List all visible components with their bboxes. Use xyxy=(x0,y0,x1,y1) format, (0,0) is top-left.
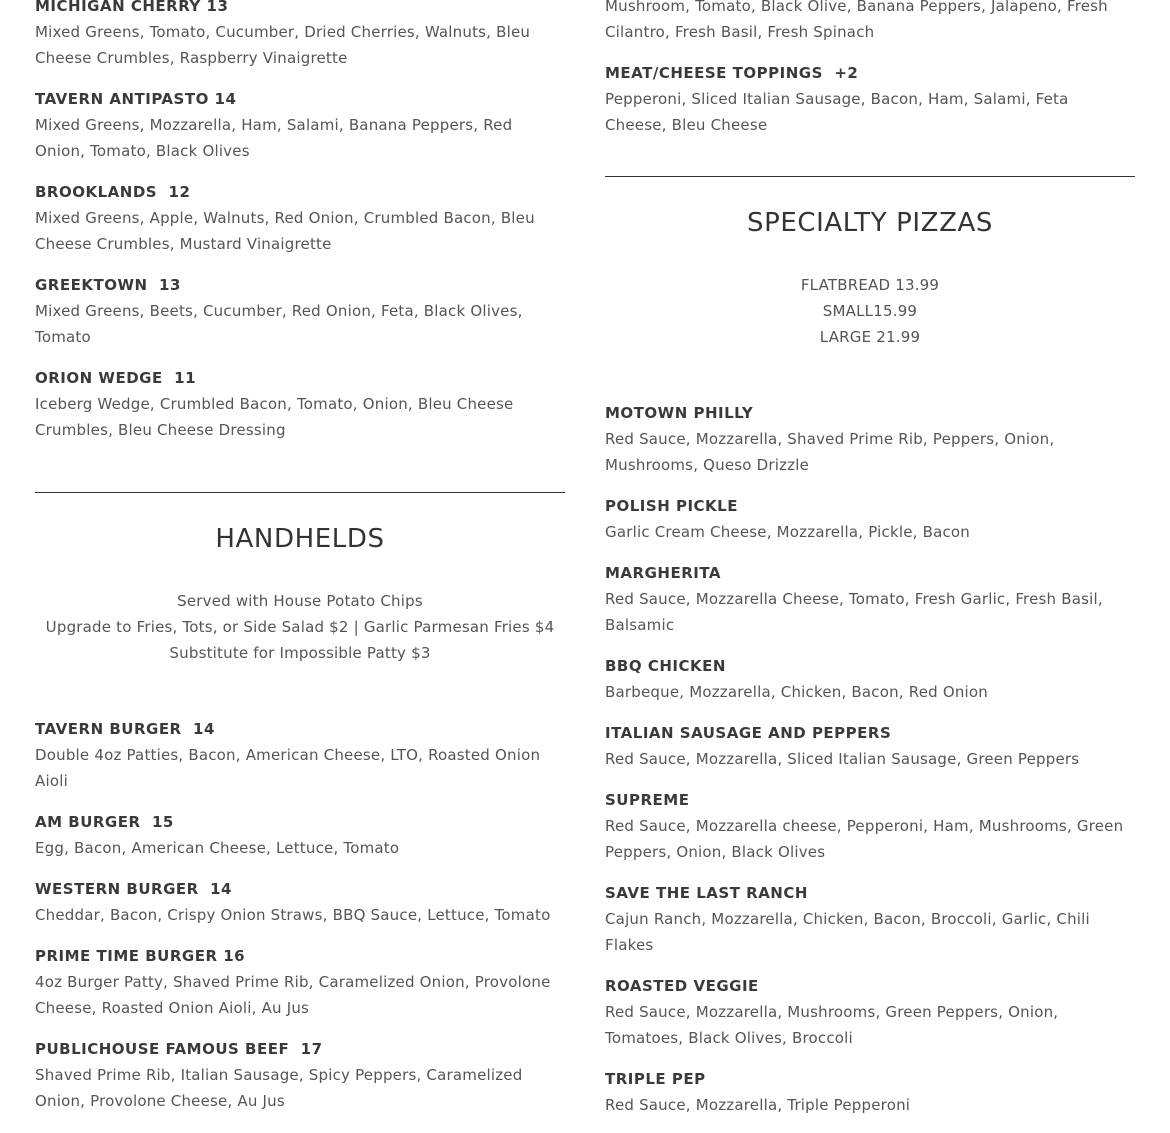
item-description: Barbeque, Mozzarella, Chicken, Bacon, Red Onion xyxy=(605,683,988,701)
item-name: PUBLICHOUSE FAMOUS BEEF 17 xyxy=(35,1040,323,1058)
item-description: Red Sauce, Mozzarella cheese, Pepperoni, Ham, Mushrooms, Green Peppers, Onion, Black Olives xyxy=(605,817,1124,861)
menu-item xyxy=(35,943,565,1021)
item-description: Iceberg Wedge, Crumbled Bacon, Tomato, Onion, Bleu Cheese Crumbles, Bleu Cheese Dressing xyxy=(35,395,514,439)
item-description: Mushroom, Tomato, Black Olive, Banana Peppers, Jalapeno, Fresh Cilantro, Fresh Basil, Fresh Spinach xyxy=(605,0,1108,41)
item-description: Mixed Greens, Mozzarella, Ham, Salami, Banana Peppers, Red Onion, Tomato, Black Olives xyxy=(35,116,513,160)
item-description: Red Sauce, Mozzarella, Triple Pepperoni xyxy=(605,1096,911,1114)
item-description: Shaved Prime Rib, Italian Sausage, Spicy Peppers, Caramelized Onion, Provolone Cheese, Au Jus xyxy=(35,1066,523,1110)
item-name: ITALIAN SAUSAGE AND PEPPERS xyxy=(605,724,892,742)
menu-item xyxy=(605,1066,1135,1118)
menu-item xyxy=(35,86,565,164)
item-name: TAVERN BURGER 14 xyxy=(35,720,215,738)
menu-item xyxy=(605,787,1135,865)
item-description: Cajun Ranch, Mozzarella, Chicken, Bacon, Broccoli, Garlic, Chili Flakes xyxy=(605,910,1090,954)
item-name: BBQ CHICKEN xyxy=(605,657,726,675)
left-column xyxy=(35,0,565,1129)
item-name: ROASTED VEGGIE xyxy=(605,977,759,995)
menu-item xyxy=(605,60,1135,138)
salads-list xyxy=(35,0,565,443)
item-name: MARGHERITA xyxy=(605,564,722,582)
item-description: Double 4oz Patties, Bacon, American Cheese, LTO, Roasted Onion Aioli xyxy=(35,746,541,790)
menu-item xyxy=(605,493,1135,545)
section-divider xyxy=(35,492,565,493)
menu-item xyxy=(35,716,565,794)
item-name: WESTERN BURGER 14 xyxy=(35,880,232,898)
item-description: Mixed Greens, Tomato, Cucumber, Dried Cherries, Walnuts, Bleu Cheese Crumbles, Raspberry Vinaigrette xyxy=(35,23,531,67)
menu-item xyxy=(35,365,565,443)
item-description: Red Sauce, Mozzarella, Mushrooms, Green Peppers, Onion, Tomatoes, Black Olives, Broccoli xyxy=(605,1003,1059,1047)
item-description: Red Sauce, Mozzarella Cheese, Tomato, Fresh Garlic, Fresh Basil, Balsamic xyxy=(605,590,1103,634)
menu-item xyxy=(35,809,565,861)
section-title-specialty-pizzas: SPECIALTY PIZZAS xyxy=(746,208,993,238)
item-name: SAVE THE LAST RANCH xyxy=(605,884,808,902)
menu-item xyxy=(605,973,1135,1051)
pizza-size: FLATBREAD 13.99 xyxy=(800,276,940,294)
menu-item xyxy=(35,0,565,71)
item-description: Red Sauce, Mozzarella, Shaved Prime Rib, Peppers, Onion, Mushrooms, Queso Drizzle xyxy=(605,430,1055,474)
item-name: POLISH PICKLE xyxy=(605,497,738,515)
pizza-size: SMALL15.99 xyxy=(822,302,918,320)
section-title-handhelds: HANDHELDS xyxy=(215,524,385,554)
section-divider xyxy=(605,176,1135,177)
veggie-toppings-partial xyxy=(605,0,1135,45)
handhelds-note: Substitute for Impossible Patty $3 xyxy=(169,644,431,662)
item-name: MEAT/CHEESE TOPPINGS +2 xyxy=(605,64,859,82)
right-column xyxy=(605,0,1135,1133)
item-description: Egg, Bacon, American Cheese, Lettuce, Tomato xyxy=(35,839,400,857)
handhelds-note: Served with House Potato Chips xyxy=(177,592,423,610)
item-name: MOTOWN PHILLY xyxy=(605,404,754,422)
item-description: Cheddar, Bacon, Crispy Onion Straws, BBQ Sauce, Lettuce, Tomato xyxy=(35,906,551,924)
item-description: Pepperoni, Sliced Italian Sausage, Bacon, Ham, Salami, Feta Cheese, Bleu Cheese xyxy=(605,90,1069,134)
menu-item xyxy=(605,880,1135,958)
item-name: AM BURGER 15 xyxy=(35,813,174,831)
item-name: MICHIGAN CHERRY 13 xyxy=(35,0,229,15)
item-name: TRIPLE PEP xyxy=(605,1070,706,1088)
item-name: SUPREME xyxy=(605,791,690,809)
menu-item xyxy=(35,272,565,350)
item-name: ORION WEDGE 11 xyxy=(35,369,197,387)
item-description: Mixed Greens, Beets, Cucumber, Red Onion, Feta, Black Olives, Tomato xyxy=(35,302,523,346)
menu-item xyxy=(605,400,1135,478)
handhelds-list xyxy=(35,716,565,1114)
item-description: Red Sauce, Mozzarella, Sliced Italian Sausage, Green Peppers xyxy=(605,750,1080,768)
item-name: TAVERN ANTIPASTO 14 xyxy=(35,90,237,108)
menu-item xyxy=(35,876,565,928)
pizza-sizes xyxy=(605,272,1135,350)
item-description: 4oz Burger Patty, Shaved Prime Rib, Caramelized Onion, Provolone Cheese, Roasted Onion Aioli, Au Jus xyxy=(35,973,551,1017)
menu-item xyxy=(35,179,565,257)
pizza-list xyxy=(605,400,1135,1118)
menu-item xyxy=(605,720,1135,772)
handhelds-note: Upgrade to Fries, Tots, or Side Salad $2 | Garlic Parmesan Fries $4 xyxy=(45,618,555,636)
menu-item xyxy=(605,653,1135,705)
menu-item xyxy=(605,560,1135,638)
handhelds-notes xyxy=(35,588,565,666)
pizza-size: LARGE 21.99 xyxy=(819,328,921,346)
item-name: PRIME TIME BURGER 16 xyxy=(35,947,246,965)
item-name: BROOKLANDS 12 xyxy=(35,183,191,201)
item-description: Mixed Greens, Apple, Walnuts, Red Onion, Crumbled Bacon, Bleu Cheese Crumbles, Mustard Vinaigrette xyxy=(35,209,535,253)
item-description: Garlic Cream Cheese, Mozzarella, Pickle, Bacon xyxy=(605,523,971,541)
menu-item xyxy=(35,1036,565,1114)
item-name: GREEKTOWN 13 xyxy=(35,276,181,294)
